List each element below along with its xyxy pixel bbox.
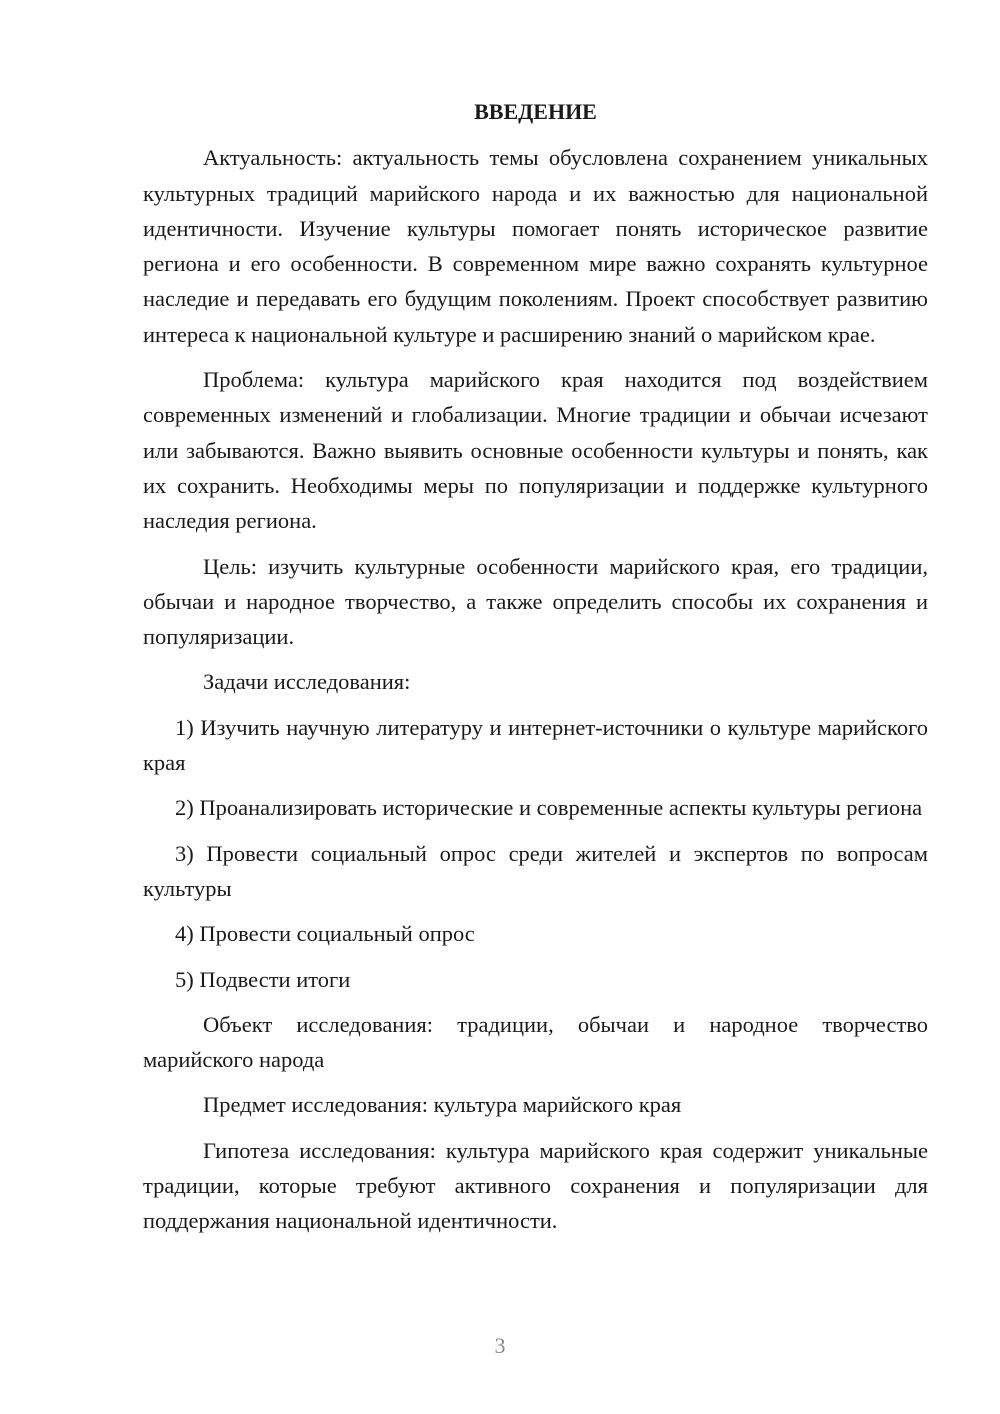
task-item: 2) Проанализировать исторические и современные аспекты культуры региона [175,795,923,821]
page-number: 3 [494,1333,506,1358]
tasks-heading: Задачи исследования: [203,669,411,695]
document-page [143,94,928,1249]
problem-paragraph: Проблема: культура марийского края находится под воздействием современных изменений и глобализации. Многие традиции и обычаи исчезают или забываются. Важно выявить основные особенности культуры и понять, как их сохранить. Необходимы меры по популяризации и поддержке культурного наследия региона. [143,367,928,534]
object-paragraph: Объект исследования: традиции, обычаи и народное творчество марийского народа [143,1011,928,1073]
subject-paragraph: Предмет исследования: культура марийского края [203,1092,682,1118]
task-item: 4) Провести социальный опрос [175,921,475,947]
task-item: 5) Подвести итоги [175,966,351,992]
task-item: 3) Провести социальный опрос среди жителей и экспертов по вопросам культуры [143,840,928,901]
relevance-paragraph: Актуальность: актуальность темы обусловлена сохранением уникальных культурных традиций марийского народа и их важностью для национальной идентичности. Изучение культуры помогает понять историческое развитие региона и его особенности. В современном мире важно сохранять культурное наследие и передавать его будущим поколениям. Проект способствует развитию интереса к национальной культуре и расширению знаний о марийском крае. [143,145,928,347]
page-title: ВВЕДЕНИЕ [474,99,597,124]
goal-paragraph: Цель: изучить культурные особенности марийского края, его традиции, обычаи и народное творчество, а также определить способы их сохранения и популяризации. [143,553,928,650]
task-item: 1) Изучить научную литературу и интернет-источники о культуре марийского края [143,714,928,776]
hypothesis-paragraph: Гипотеза исследования: культура марийского края содержит уникальные традиции, которые требуют активного сохранения и популяризации для поддержания национальной идентичности. [143,1137,928,1234]
